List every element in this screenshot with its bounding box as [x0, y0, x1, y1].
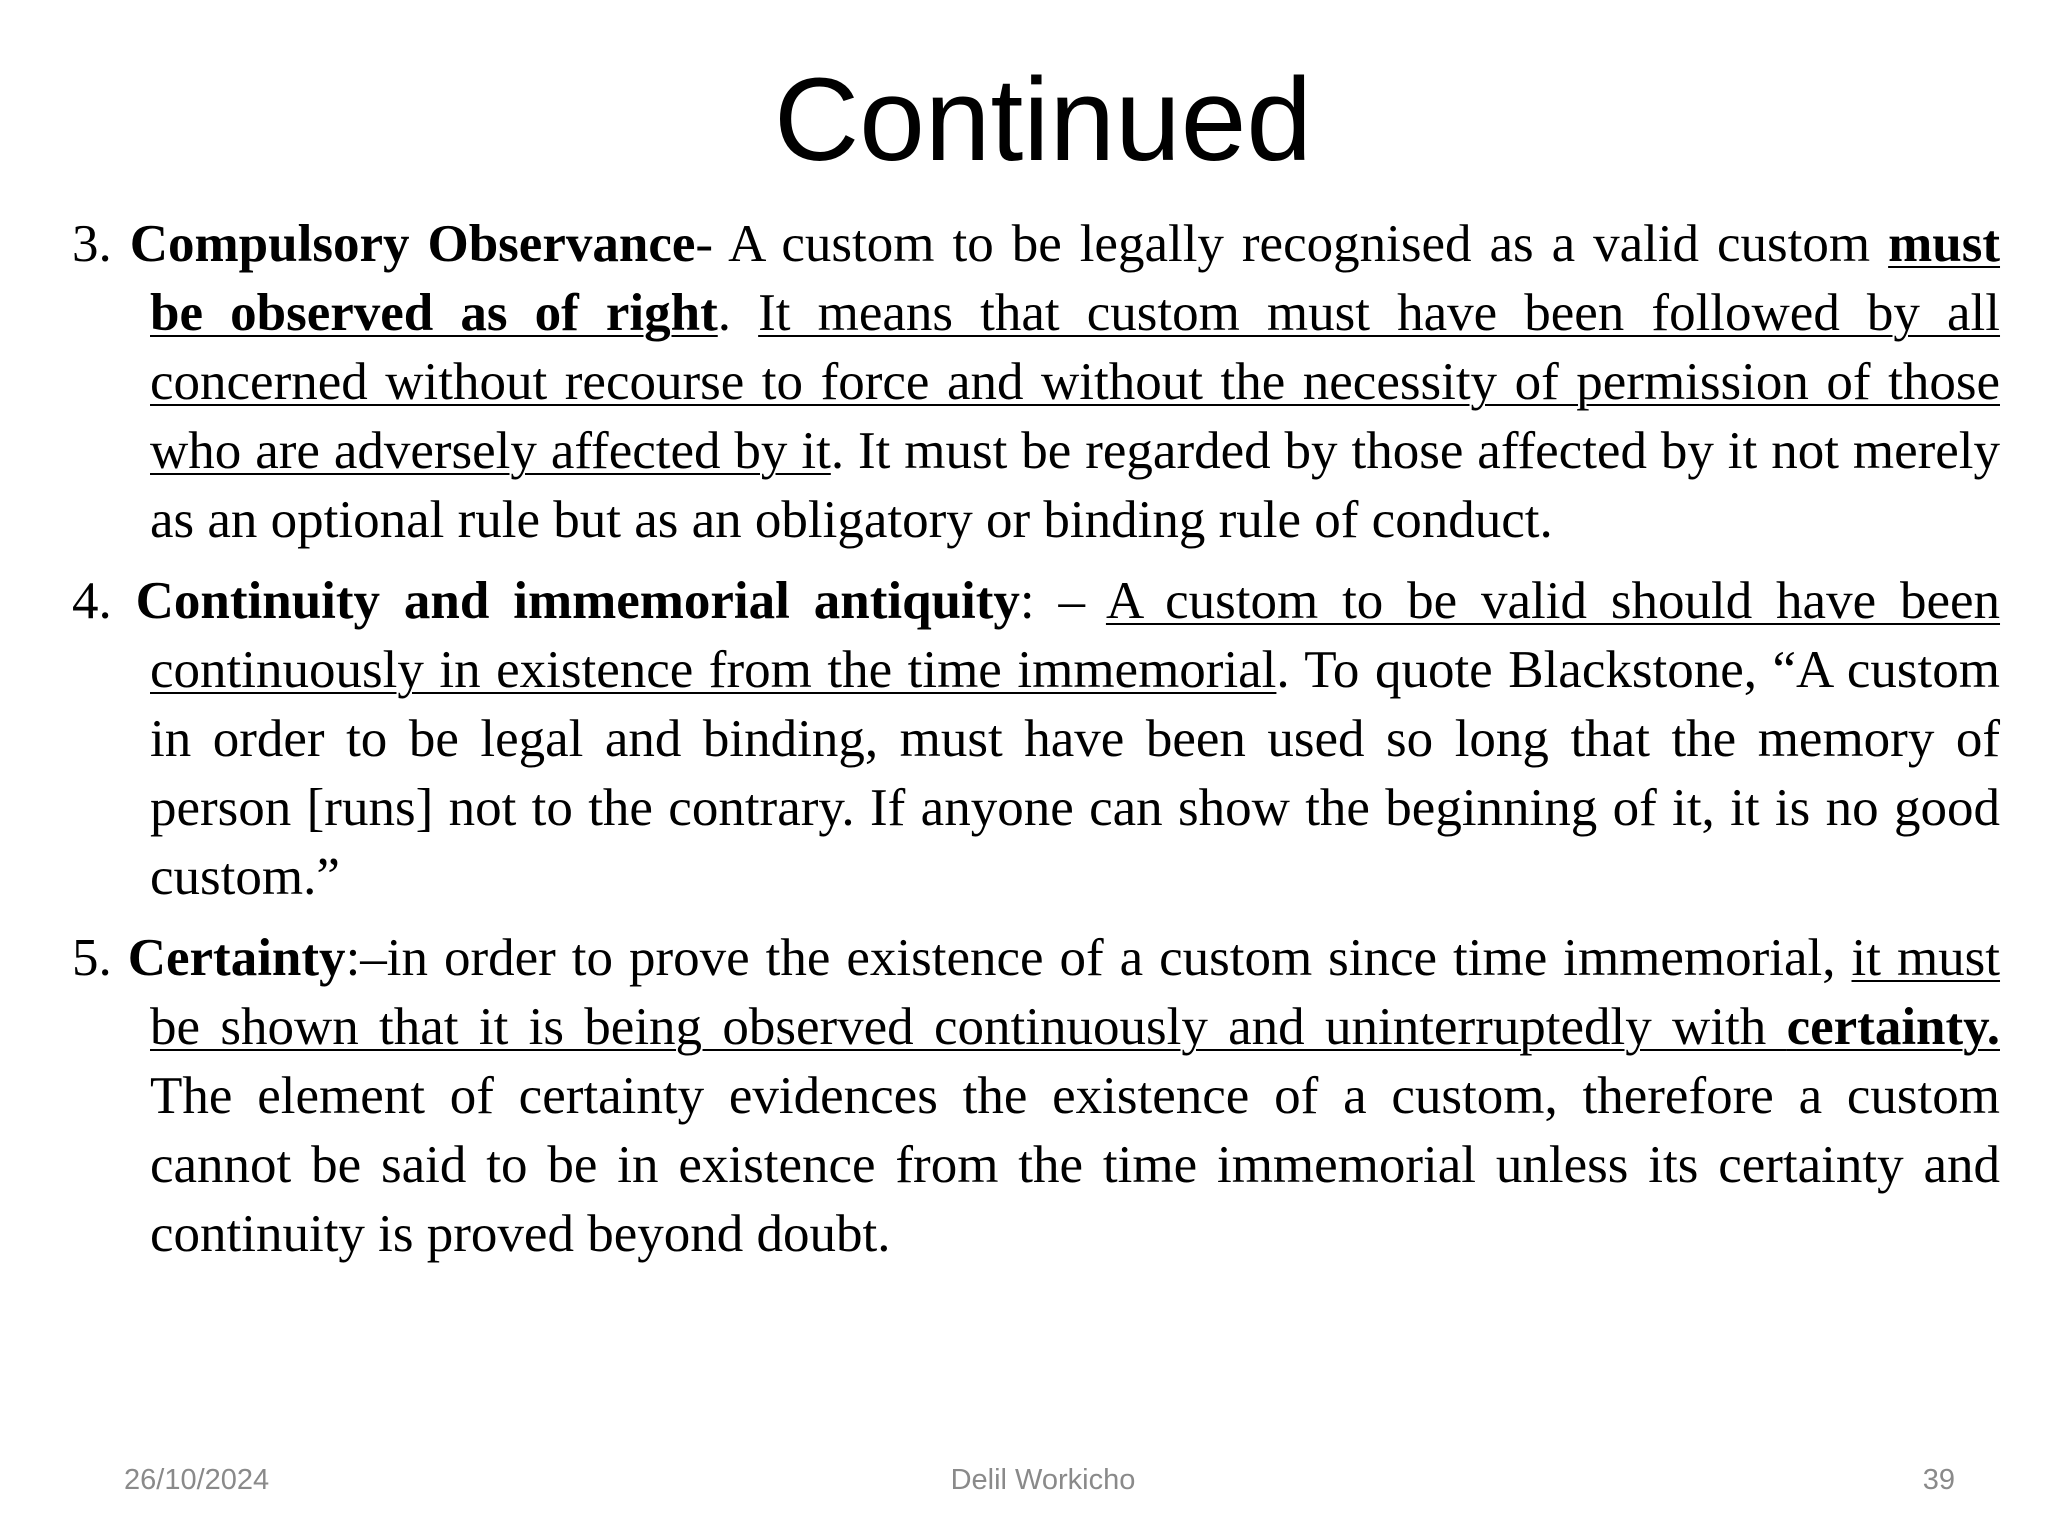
item-number: 5.	[72, 929, 128, 987]
item-underlined-text: It means that custom must have been followed by all concerned without recourse to force and without the necessity of permission of those who are adversely affected by it	[150, 284, 2001, 480]
item-emphasis: certainty.	[1786, 998, 2000, 1056]
item-underlined-text: A custom to be valid should have been continuously in existence from the time immemorial	[150, 572, 2001, 699]
slide-body	[72, 210, 2000, 1281]
item-underlined-text: it must be shown that it is being observed continuously and uninterruptedly with	[150, 929, 2001, 1056]
item-text: .	[717, 284, 759, 342]
item-heading: Certainty	[127, 929, 346, 987]
list-item-certainty	[72, 924, 2000, 1269]
footer-date: 26/10/2024	[124, 1464, 270, 1496]
item-number: 3.	[72, 215, 130, 273]
item-text: - A custom to be legally recognised as a valid custom	[695, 215, 1889, 273]
list-item-compulsory-observance	[72, 210, 2000, 555]
slide-title: Continued	[774, 54, 1312, 186]
footer-author: Delil Workicho	[950, 1464, 1136, 1496]
list-item-continuity	[72, 567, 2000, 912]
item-text: . To quote Blackstone, “A custom in order to be legal and binding, must have been used so long that the memory of person [runs] not to the contrary. If anyone can show the beginning of it, it is no good custom.”	[150, 641, 2001, 906]
item-text: :–in order to prove the existence of a custom since time immemorial,	[345, 929, 1852, 987]
item-text: . It must be regarded by those affected by it not merely as an optional rule but as an obligatory or binding rule of conduct.	[150, 422, 2000, 549]
item-heading: Continuity and immemorial antiquity	[135, 572, 1020, 630]
item-text: : –	[1019, 572, 1106, 630]
footer-page-number: 39	[1922, 1464, 1955, 1496]
item-number: 4.	[72, 572, 136, 630]
item-text: The element of certainty evidences the existence of a custom, therefore a custom cannot be said to be in existence from the time immemorial unless its certainty and continuity is proved beyond doubt.	[150, 1067, 2000, 1263]
item-heading: Compulsory Observance	[129, 215, 696, 273]
item-emphasis: must be observed as of right	[150, 215, 2001, 342]
